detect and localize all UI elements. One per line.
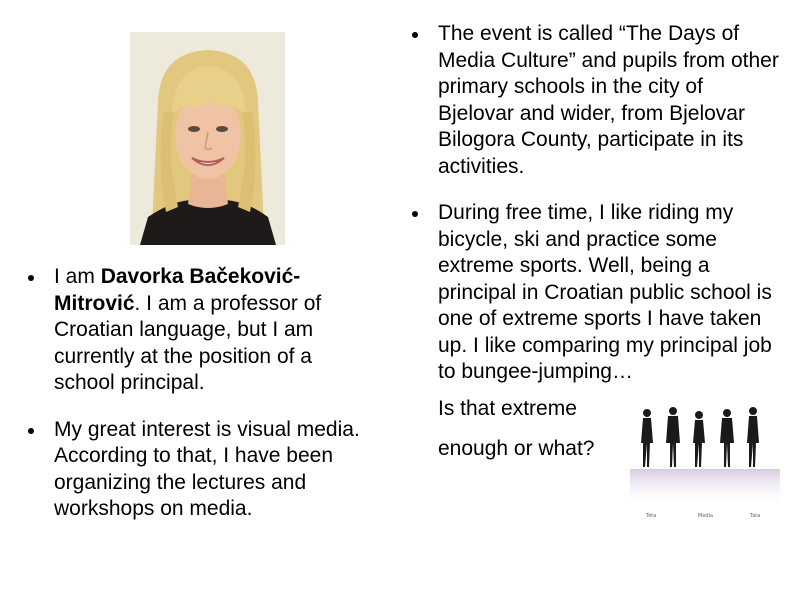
reflection <box>630 469 780 507</box>
portrait-photo <box>130 32 285 245</box>
question-line-1: Is that extreme <box>438 396 577 420</box>
right-column <box>412 21 782 463</box>
figure-label: Teta <box>646 513 657 519</box>
event-text: The event is called “The Days of Media Culture” and pupils from other primary schools in the city of Bjelovar and wider, from Bjelovar Bilogora County, participate in its activities. <box>438 22 779 178</box>
bullet-dot <box>28 275 34 281</box>
intro-suffix: . I am a professor of Croatian language, but I am currently at the position of a school principal. <box>54 291 322 394</box>
bullet-dot <box>28 428 34 434</box>
left-column <box>28 264 368 523</box>
figure-label: Tata <box>750 513 761 519</box>
businesswomen-illustration <box>630 405 780 523</box>
interest-text: My great interest is visual media. According to that, I have been organizing the lectures and workshops on media. <box>54 417 360 520</box>
bullet-dot <box>412 211 418 217</box>
author-name: Davorka Bačeković-Mitrović <box>54 265 301 315</box>
interest-paragraph <box>28 417 368 523</box>
bullet-dot <box>412 32 418 38</box>
free-time-paragraph <box>412 200 782 386</box>
portrait-illustration <box>130 32 285 245</box>
intro-prefix: I am <box>54 265 101 288</box>
intro-paragraph <box>28 264 368 397</box>
figure-silhouettes <box>641 407 759 467</box>
question-line-2: enough or what? <box>438 437 595 460</box>
figure-label: Media <box>698 513 714 519</box>
event-paragraph <box>412 21 782 180</box>
free-time-text: During free time, I like riding my bicycle, ski and practice some extreme sports. Well, being a principal in Croatian public school is one of extreme sports I have taken up. I like comparing my principal job to bungee-jumping… <box>438 201 772 383</box>
